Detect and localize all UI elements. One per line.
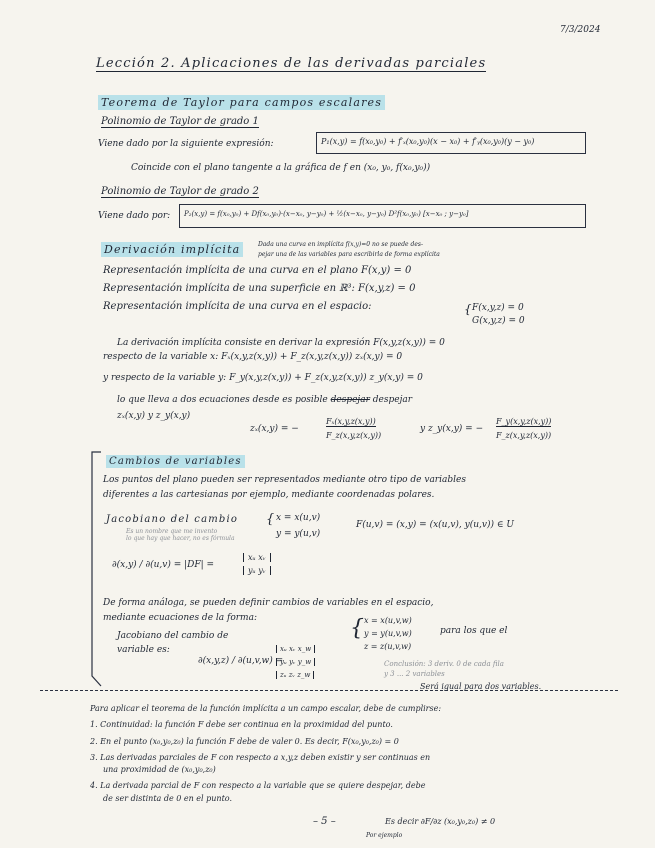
jacobian-system-x: x = x(u,v) [276, 513, 321, 523]
apply-condition-4c: Es decir ∂F/∂z (x₀,y₀,z₀) ≠ 0 [385, 817, 496, 826]
zx-denominator: F_z(x,y,z(x,y)) [326, 431, 382, 440]
taylor-grade2-formula: P₂(x,y) = f(x₀,y₀) + Df(x₀,y₀)·(x−x₀, y−y₀) + ½(x−x₀, y−y₀) D²f(x₀,y₀) [x−x₀ ; y−y₀] [184, 210, 469, 218]
jacobian-map: F(u,v) = (x,y) = (x(u,v), y(u,v)) ∈ U [356, 520, 514, 530]
grey-conclusion-line1: Conclusión: 3 deriv. 0 de cada fila [384, 660, 504, 668]
jacobian-system-brace: { [266, 512, 275, 527]
space-system-brace: { [350, 616, 364, 641]
zy-lhs: y z_y(x,y) = − [420, 424, 484, 434]
jacobian-det-lhs: ∂(x,y) / ∂(u,v) = |DF| = [112, 560, 215, 570]
implicit-rep-space-brace: { [464, 302, 472, 316]
dashed-divider [40, 690, 618, 691]
implicit-note-line2: pejar una de las variables para escribirla de forma explícita [258, 251, 440, 258]
change-intro-line2: diferentes a las cartesianas por ejemplo, mediante coordenadas polares. [103, 490, 435, 500]
apply-intro: Para aplicar el teorema de la función implícita a un campo escalar, debe de cumplirse: [90, 704, 442, 713]
jacobian3-title-line2: variable es: [117, 645, 170, 655]
taylor-grade2-title: Polinomio de Taylor de grado 2 [101, 186, 259, 197]
space-change-line1: De forma análoga, se pueden definir cambios de variables en el espacio, [103, 598, 434, 608]
zy-denominator: F_z(x,y,z(x,y)) [496, 431, 552, 440]
apply-condition-1: 1. Continuidad: la función F debe ser continua en la proximidad del punto. [90, 720, 393, 729]
page-number: – 5 – [313, 816, 336, 827]
taylor-grade1-note: Coincide con el plano tangente a la gráfica de f en (x₀, y₀, f(x₀,y₀)) [131, 163, 431, 173]
same-for-two-variables: Será igual para dos variables. [420, 682, 542, 691]
zx-lhs: zₓ(x,y) = − [250, 424, 299, 434]
change-intro-line1: Los puntos del plano pueden ser representados mediante otro tipo de variables [103, 475, 466, 485]
jacobian3-title-line1: Jacobiano del cambio de [117, 631, 229, 641]
jacobian-title: Jacobiano del cambio [106, 514, 239, 525]
space-system-x: x = x(u,v,w) [364, 616, 412, 625]
section-heading-change: Cambios de variables [106, 456, 245, 467]
jacobian3-row2: yᵤ yᵥ y_w [276, 658, 315, 666]
apply-condition-3b: una proximidad de (x₀,y₀,z₀) [103, 765, 216, 774]
implicit-rep-space-eq2: G(x,y,z) = 0 [472, 316, 525, 326]
section-bracket [88, 450, 104, 688]
space-change-line2: mediante ecuaciones de la forma: [103, 613, 257, 623]
jacobian-det-row1: xᵤ xᵥ [243, 553, 271, 562]
taylor-grade1-intro: Viene dado por la siguiente expresión: [98, 139, 274, 149]
implicit-rep-space-eq1: F(x,y,z) = 0 [472, 303, 524, 313]
page-date: 7/3/2024 [560, 25, 601, 35]
implicit-rep-surface: Representación implícita de una superficie en ℝ³: F(x,y,z) = 0 [103, 283, 416, 294]
zx-numerator: Fₓ(x,y,z(x,y)) [326, 417, 376, 426]
apply-condition-4d: Por ejemplo [366, 832, 403, 839]
space-system-for: para los que el [440, 626, 508, 636]
taylor-grade1-formula: P₁(x,y) = f(x₀,y₀) + f′ₓ(x₀,y₀)(x − x₀) + f′ᵧ(x₀,y₀)(y − y₀) [321, 137, 535, 146]
implicit-derivation-line1: La derivación implícita consiste en derivar la expresión F(x,y,z(x,y)) = 0 [117, 338, 445, 348]
implicit-rep-space: Representación implícita de una curva en el espacio: [103, 301, 372, 312]
space-system-y: y = y(u,v,w) [364, 629, 412, 638]
space-system-z: z = z(u,v,w) [364, 642, 412, 651]
zy-numerator: F_y(x,y,z(x,y)) [496, 417, 552, 426]
grey-conclusion-line2: y 3 ... 2 variables [384, 670, 445, 678]
taylor-grade2-intro: Viene dado por: [98, 211, 171, 221]
apply-condition-4b: de ser distinta de 0 en el punto. [103, 794, 232, 803]
apply-condition-2: 2. En el punto (x₀,y₀,z₀) la función F debe de valer 0. Es decir, F(x₀,y₀,z₀) = 0 [90, 737, 399, 746]
implicit-derivation-line2: respecto de la variable x: Fₓ(x,y,z(x,y)) + F_z(x,y,z(x,y)) zₓ(x,y) = 0 [103, 352, 403, 362]
jacobian3-row1: xᵤ xᵥ x_w [276, 645, 315, 653]
jacobian3-row3: zᵤ zᵥ z_w [276, 671, 314, 679]
implicit-rep-plane: Representación implícita de una curva en el plano F(x,y) = 0 [103, 265, 412, 276]
section-heading-implicit: Derivación implícita [101, 243, 243, 256]
jacobian-aside1: Es un nombre que me invento [126, 528, 218, 535]
section-heading-taylor: Teorema de Taylor para campos escalares [98, 96, 385, 109]
page-title: Lección 2. Aplicaciones de las derivadas parciales [96, 56, 487, 71]
jacobian-system-y: y = y(u,v) [276, 529, 321, 539]
implicit-derivation-line5: zₓ(x,y) y z_y(x,y) [117, 411, 191, 421]
jacobian3-lhs: ∂(x,y,z) / ∂(u,v,w) = [198, 656, 284, 666]
jacobian-det-row2: yᵤ yᵥ [243, 566, 271, 575]
jacobian-aside2: lo que hay que hacer, no es fórmula [126, 535, 235, 542]
apply-condition-4a: 4. La derivada parcial de F con respecto a la variable que se quiere despejar, debe [90, 781, 426, 790]
implicit-note-line1: Dada una curva en implícita f(x,y)=0 no se puede des- [258, 241, 423, 248]
implicit-derivation-line3: y respecto de la variable y: F_y(x,y,z(x,y)) + F_z(x,y,z(x,y)) z_y(x,y) = 0 [103, 373, 423, 383]
taylor-grade1-title: Polinomio de Taylor de grado 1 [101, 116, 259, 127]
apply-condition-3a: 3. Las derivadas parciales de F con respecto a x,y,z deben existir y ser continuas en [90, 753, 431, 762]
implicit-derivation-line4: lo que lleva a dos ecuaciones desde es posible despejar despejar [117, 395, 413, 405]
